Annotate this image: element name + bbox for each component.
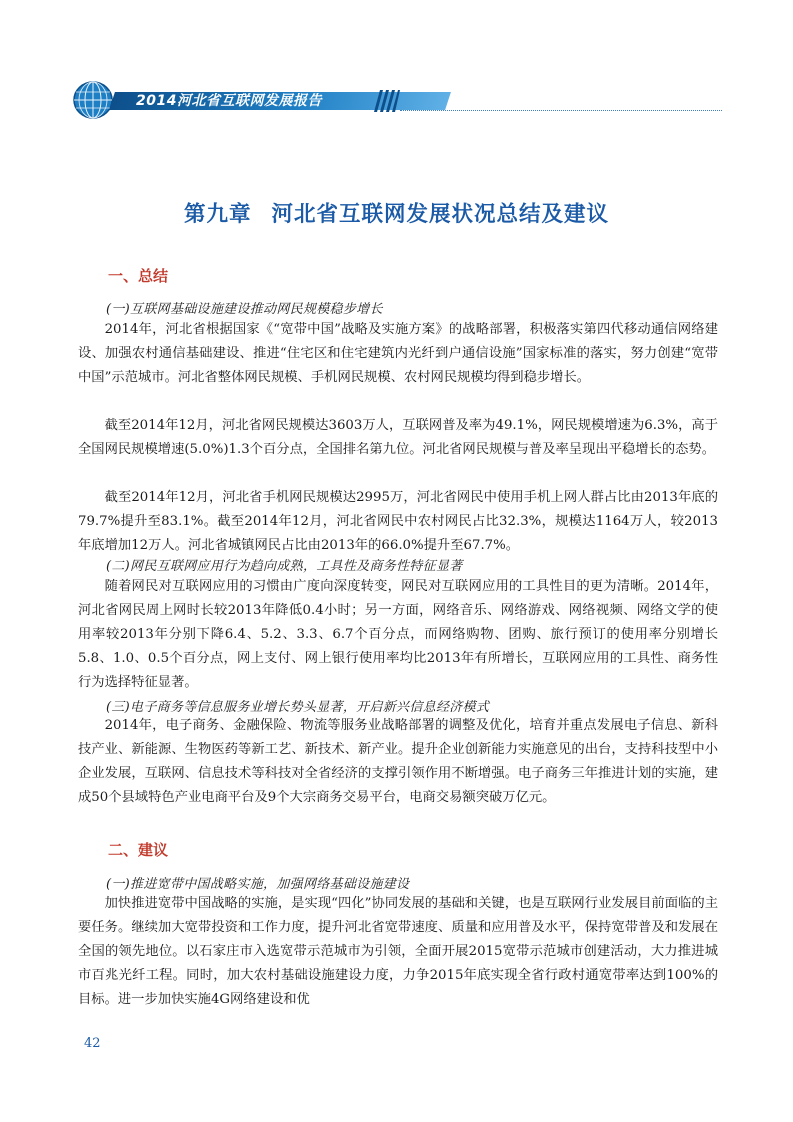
globe-icon bbox=[70, 80, 116, 120]
paragraph: 截至2014年12月，河北省手机网民规模达2995万，河北省网民中使用手机上网人群占比由2013年底的79.7%提升至83.1%。截至2014年12月，河北省网民中农村网民占比32.3%，规模达1164万人，较2013年底增加12万人。河北省城镇网民占比由2013年的66.0%提升至67.7%。 bbox=[78, 490, 718, 553]
chapter-name: 河北省互联网发展状况总结及建议 bbox=[271, 202, 610, 227]
subsection-heading: (一)推进宽带中国战略实施，加强网络基础设施建设 bbox=[106, 877, 410, 892]
paragraph: 2014年，河北省根据国家《“宽带中国”战略及实施方案》的战略部署，积极落实第四代移动通信网络建设、加强农村通信基础建设、推进“住宅区和住宅建筑内光纤到户通信设施”国家标准的落实，努力创建“宽带中国”示范城市。河北省整体网民规模、手机网民规模、农村网民规模均得到稳步增长。 bbox=[78, 322, 718, 385]
header-divider bbox=[400, 110, 722, 111]
stripes-decoration bbox=[374, 90, 400, 112]
report-header bbox=[70, 80, 720, 120]
paragraph: 加快推进宽带中国战略的实施，是实现“四化”协同发展的基础和关键，也是互联网行业发展目前面临的主要任务。继续加大宽带投资和工作力度，提升河北省宽带速度、质量和应用普及水平，保持宽带普及和发展在全国的领先地位。以石家庄市入选宽带示范城市为引领，全面开展2015宽带示范城市创建活动，大力推进城市百兆光纤工程。同时，加大农村基础设施建设力度，力争2015年底实现全省行政村通宽带率达到100%的目标。进一步加快实施4G网络建设和优 bbox=[78, 896, 718, 1007]
subsection-heading: (一)互联网基础设施建设推动网民规模稳步增长 bbox=[106, 302, 383, 317]
section-heading-suggestions: 二、建议 bbox=[108, 841, 169, 859]
chapter-number: 第九章 bbox=[183, 202, 252, 227]
paragraph: 随着网民对互联网应用的习惯由广度向深度转变，网民对互联网应用的工具性目的更为清晰。2014年，河北省网民周上网时长较2013年降低0.4小时；另一方面，网络音乐、网络游戏、网络视频、网络文学的使用率较2013年分别下降6.4、5.2、3.3、6.7个百分点，而网络购物、团购、旅行预订的使用率分别增长5.8、1.0、0.5个百分点，网上支付、网上银行使用率均比2013年有所增长，互联网应用的工具性、商务性行为选择特征显著。 bbox=[78, 579, 718, 690]
page-number: 42 bbox=[84, 1036, 101, 1051]
paragraph: 2014年，电子商务、金融保险、物流等服务业战略部署的调整及优化，培育并重点发展电子信息、新科技产业、新能源、生物医药等新工艺、新技术、新产业。提升企业创新能力实施意见的出台，支持科技型中小企业发展，互联网、信息技术等科技对全省经济的支撑引领作用不断增强。电子商务三年推进计划的实施，建成50个县域特色产业电商平台及9个大宗商务交易平台，电商交易额突破万亿元。 bbox=[78, 718, 718, 805]
subsection-heading: (三)电子商务等信息服务业增长势头显著，开启新兴信息经济模式 bbox=[106, 700, 490, 715]
chapter-title bbox=[0, 197, 793, 228]
report-title: 2014河北省互联网发展报告 bbox=[136, 93, 322, 109]
section-heading-summary: 一、总结 bbox=[108, 267, 169, 285]
paragraph: 截至2014年12月，河北省网民规模达3603万人，互联网普及率为49.1%，网民规模增速为6.3%，高于全国网民规模增速(5.0%)1.3个百分点，全国排名第九位。河北省网民规模与普及率呈现出平稳增长的态势。 bbox=[78, 418, 718, 457]
subsection-heading: (二)网民互联网应用行为趋向成熟，工具性及商务性特征显著 bbox=[106, 559, 463, 574]
